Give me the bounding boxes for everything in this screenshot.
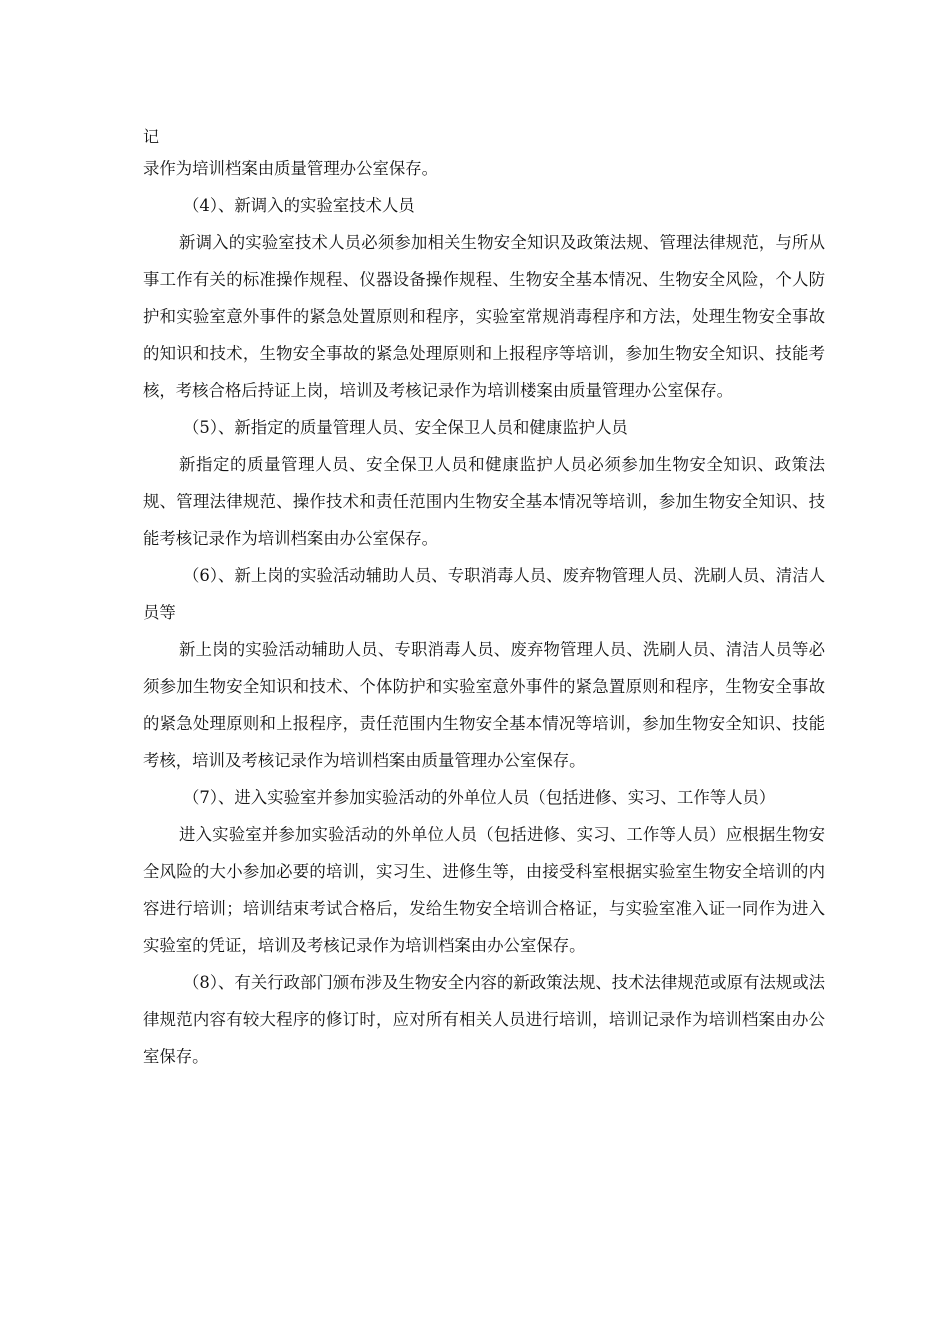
section-7-body: 进入实验室并参加实验活动的外单位人员（包括进修、实习、工作等人员）应根据生物安全风险的大小参加必要的培训，实习生、进修生等，由接受科室根据实验室生物安全培训的内容进行培训；培训结束考试合格后，发给生物安全培训合格证，与实验室准入证一同作为进入实验室的凭证，培训及考核记录作为培训档案由办公室保存。 (143, 825, 825, 955)
section-6-heading: （6）、新上岗的实验活动辅助人员、专职消毒人员、废弃物管理人员、洗刷人员、清洁人员等 (143, 566, 825, 622)
section-8-heading: （8）、有关行政部门颁布涉及生物安全内容的新政策法规、技术法律规范或原有法规或法律规范内容有较大程序的修订时，应对所有相关人员进行培训，培训记录作为培训档案由办公室保存。 (143, 973, 825, 1066)
section-7-heading: （7）、进入实验室并参加实验活动的外单位人员（包括进修、实习、工作等人员） (183, 788, 776, 807)
section-4-body: 新调入的实验室技术人员必须参加相关生物安全知识及政策法规、管理法律规范，与所从事工作有关的标准操作规程、仪器设备操作规程、生物安全基本情况、生物安全风险，个人防护和实验室意外事件的紧急处置原则和程序，实验室常规消毒程序和方法，处理生物安全事故的知识和技术，生物安全事故的紧急处理原则和上报程序等培训，参加生物安全知识、技能考核，考核合格后持证上岗，培训及考核记录作为培训楼案由质量管理办公室保存。 (143, 233, 825, 400)
section-5-body: 新指定的质量管理人员、安全保卫人员和健康监护人员必须参加生物安全知识、政策法规、管理法律规范、操作技术和责任范围内生物安全基本情况等培训，参加生物安全知识、技能考核记录作为培训档案由办公室保存。 (143, 455, 825, 548)
section-6-body: 新上岗的实验活动辅助人员、专职消毒人员、废弃物管理人员、洗刷人员、清洁人员等必须参加生物安全知识和技术、个体防护和实验室意外事件的紧急置原则和程序，生物安全事故的紧急处理原则和上报程序，责任范围内生物安全基本情况等培训，参加生物安全知识、技能考核，培训及考核记录作为培训档案由质量管理办公室保存。 (143, 640, 825, 770)
section-5-heading: （5）、新指定的质量管理人员、安全保卫人员和健康监护人员 (183, 418, 628, 437)
document-page (143, 124, 825, 1075)
continuation-text: 录作为培训档案由质量管理办公室保存。 (143, 159, 439, 178)
continuation-fragment: 记 (143, 127, 160, 146)
section-4-heading: （4）、新调入的实验室技术人员 (183, 196, 415, 215)
